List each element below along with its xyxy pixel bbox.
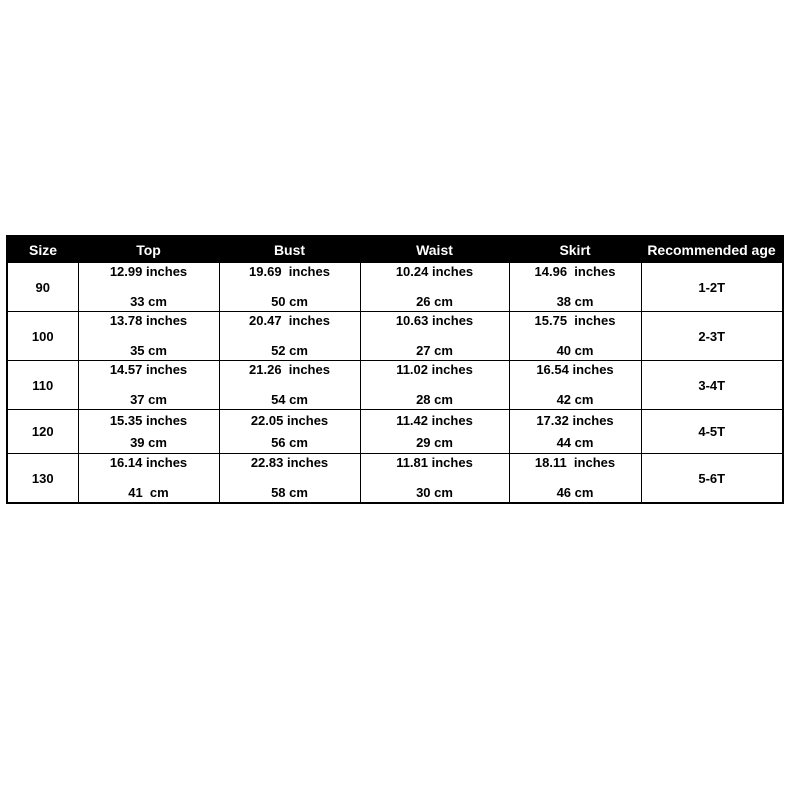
top-inches: 13.78 inches xyxy=(109,313,188,328)
bust-cell xyxy=(219,454,360,504)
bust-inches: 20.47 inches xyxy=(249,313,330,328)
waist-cm: 29 cm xyxy=(416,434,453,450)
waist-cm: 26 cm xyxy=(416,294,453,309)
header-top: Top xyxy=(78,236,219,263)
table-row xyxy=(7,361,783,410)
bust-cm: 50 cm xyxy=(271,294,308,309)
waist-cell xyxy=(360,361,509,410)
waist-cm: 28 cm xyxy=(416,392,453,407)
top-cm: 35 cm xyxy=(130,343,167,358)
skirt-cm: 46 cm xyxy=(556,485,594,500)
top-cm: 41 cm xyxy=(128,485,169,500)
waist-inches: 10.63 inches xyxy=(395,313,474,328)
header-waist: Waist xyxy=(360,236,509,263)
size-cell: 130 xyxy=(7,454,78,504)
age-cell: 1-2T xyxy=(641,263,783,312)
skirt-cell xyxy=(509,312,641,361)
size-cell: 90 xyxy=(7,263,78,312)
skirt-cm: 42 cm xyxy=(556,392,594,407)
waist-inches: 11.81 inches xyxy=(396,455,473,470)
skirt-inches: 14.96 inches xyxy=(534,264,616,279)
skirt-inches: 18.11 inches xyxy=(534,455,616,470)
bust-cell xyxy=(219,312,360,361)
bust-inches: 21.26 inches xyxy=(249,362,330,377)
bust-cm: 58 cm xyxy=(271,485,308,500)
top-cm: 39 cm xyxy=(130,434,167,450)
skirt-cell xyxy=(509,361,641,410)
bust-cm: 54 cm xyxy=(271,392,308,407)
skirt-cell xyxy=(509,410,641,454)
skirt-cm: 44 cm xyxy=(556,434,594,450)
bust-inches: 19.69 inches xyxy=(249,264,330,279)
size-cell: 120 xyxy=(7,410,78,454)
waist-inches: 11.42 inches xyxy=(396,412,473,428)
age-cell: 5-6T xyxy=(641,454,783,504)
header-bust: Bust xyxy=(219,236,360,263)
header-skirt: Skirt xyxy=(509,236,641,263)
waist-cell xyxy=(360,454,509,504)
header-size: Size xyxy=(7,236,78,263)
table-row xyxy=(7,454,783,504)
top-inches: 12.99 inches xyxy=(109,264,188,279)
top-cell xyxy=(78,361,219,410)
table-row xyxy=(7,263,783,312)
size-cell: 100 xyxy=(7,312,78,361)
age-cell: 3-4T xyxy=(641,361,783,410)
table-row xyxy=(7,410,783,454)
top-inches: 16.14 inches xyxy=(109,455,188,470)
skirt-cell xyxy=(509,454,641,504)
bust-cm: 56 cm xyxy=(271,434,308,450)
age-cell: 2-3T xyxy=(641,312,783,361)
bust-cell xyxy=(219,263,360,312)
top-cm: 37 cm xyxy=(130,392,167,407)
top-cell xyxy=(78,454,219,504)
skirt-inches: 16.54 inches xyxy=(536,362,614,377)
bust-cm: 52 cm xyxy=(271,343,308,358)
top-inches: 15.35 inches xyxy=(109,412,188,428)
header-recommended-age: Recommended age xyxy=(641,236,783,263)
size-chart-table xyxy=(6,235,784,504)
waist-inches: 10.24 inches xyxy=(395,264,474,279)
top-cell xyxy=(78,410,219,454)
bust-inches: 22.05 inches xyxy=(250,412,329,428)
waist-cell xyxy=(360,410,509,454)
bust-cell xyxy=(219,410,360,454)
size-cell: 110 xyxy=(7,361,78,410)
top-inches: 14.57 inches xyxy=(109,362,188,377)
skirt-inches: 17.32 inches xyxy=(536,412,614,428)
waist-cm: 30 cm xyxy=(416,485,453,500)
waist-cell xyxy=(360,312,509,361)
skirt-inches: 15.75 inches xyxy=(534,313,616,328)
skirt-cm: 38 cm xyxy=(556,294,594,309)
bust-inches: 22.83 inches xyxy=(250,455,329,470)
waist-inches: 11.02 inches xyxy=(396,362,473,377)
age-cell: 4-5T xyxy=(641,410,783,454)
skirt-cell xyxy=(509,263,641,312)
top-cell xyxy=(78,312,219,361)
header-row xyxy=(7,236,783,263)
bust-cell xyxy=(219,361,360,410)
waist-cm: 27 cm xyxy=(416,343,453,358)
waist-cell xyxy=(360,263,509,312)
top-cm: 33 cm xyxy=(130,294,167,309)
skirt-cm: 40 cm xyxy=(556,343,594,358)
table-row xyxy=(7,312,783,361)
top-cell xyxy=(78,263,219,312)
